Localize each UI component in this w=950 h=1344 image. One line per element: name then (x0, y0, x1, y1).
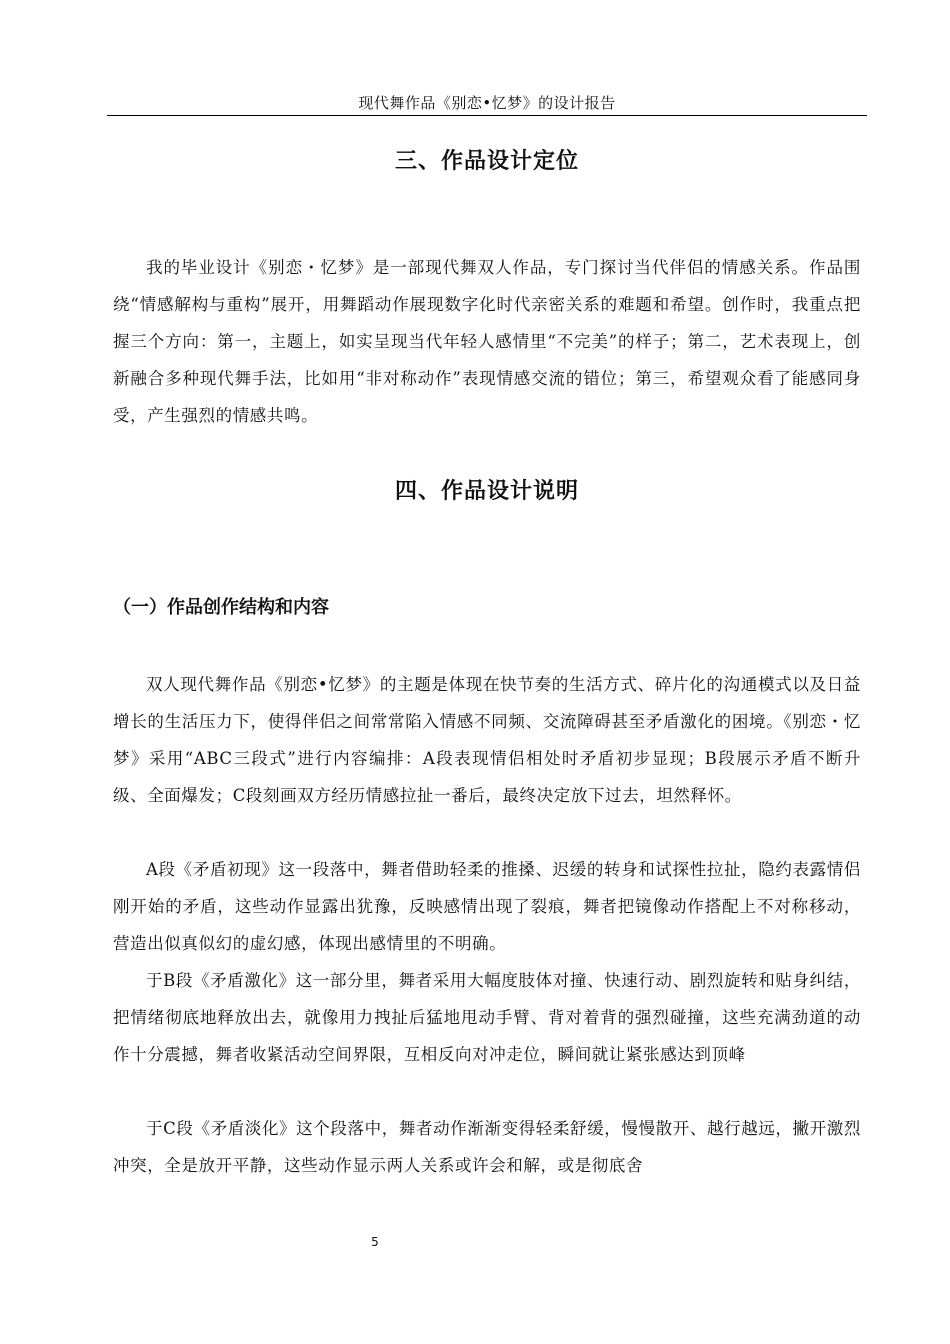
running-header-title: 现代舞作品《别恋•忆梦》的设计报告 (358, 94, 616, 112)
section-4-paragraph-overview: 双人现代舞作品《别恋•忆梦》的主题是体现在快节奏的生活方式、碎片化的沟通模式以及日益增长的生活压力下，使得伴侣之间常常陷入情感不同频、交流障碍甚至矛盾激化的困境。《别恋・忆梦》采用“ABC三段式”进行内容编排：A段表现情侣相处时矛盾初步显现；B段展示矛盾不断升级、全面爆发；C段刻画双方经历情感拉扯一番后，最终决定放下过去，坦然释怀。 (113, 675, 861, 805)
section-4-heading: 四、作品设计说明 (394, 479, 579, 504)
section-4-subheading: （一）作品创作结构和内容 (113, 597, 329, 618)
section-3-heading: 三、作品设计定位 (394, 149, 579, 174)
section-4-paragraph-part-c: 于C段《矛盾淡化》这个段落中，舞者动作渐渐变得轻柔舒缓，慢慢散开、越行越远，撇开激烈冲突，全是放开平静，这些动作显示两人关系或许会和解，或是彻底舍 (113, 1119, 861, 1175)
header-rule (107, 115, 867, 116)
page-number: 5 (371, 1235, 379, 1249)
section-4-paragraph-part-a: A段《矛盾初现》这一段落中，舞者借助轻柔的推搡、迟缓的转身和试探性拉扯，隐约表露情侣刚开始的矛盾，这些动作显露出犹豫，反映感情出现了裂痕，舞者把镜像动作搭配上不对称移动，营造出似真似幻的虚幻感，体现出感情里的不明确。 (113, 860, 861, 953)
section-3-paragraph: 我的毕业设计《别恋・忆梦》是一部现代舞双人作品，专门探讨当代伴侣的情感关系。作品围绕“情感解构与重构”展开，用舞蹈动作展现数字化时代亲密关系的难题和希望。创作时，我重点把握三个方向：第一，主题上，如实呈现当代年轻人感情里“不完美”的样子；第二，艺术表现上，创新融合多种现代舞手法，比如用“非对称动作”表现情感交流的错位；第三，希望观众看了能感同身受，产生强烈的情感共鸣。 (113, 258, 861, 425)
section-4-paragraph-part-b: 于B段《矛盾激化》这一部分里，舞者采用大幅度肢体对撞、快速行动、剧烈旋转和贴身纠结，把情绪彻底地释放出去，就像用力拽扯后猛地甩动手臂、背对着背的强烈碰撞，这些充满劲道的动作十分震撼，舞者收紧活动空间界限，互相反向对冲走位，瞬间就让紧张感达到顶峰 (113, 971, 861, 1064)
